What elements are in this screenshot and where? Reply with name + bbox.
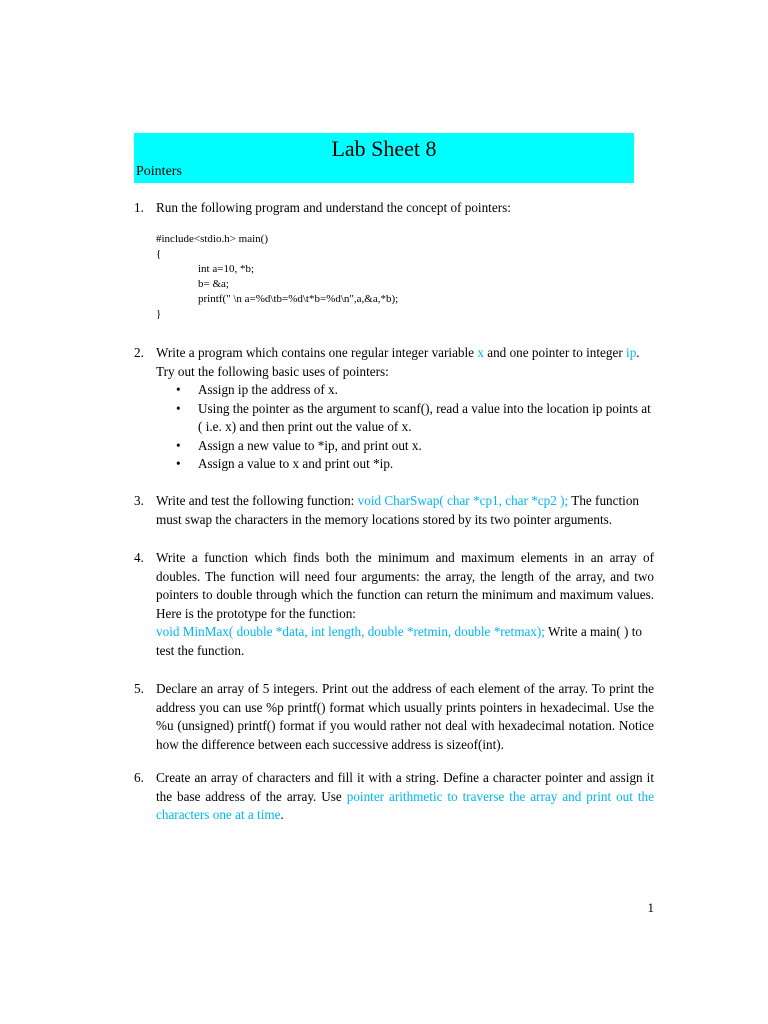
question-number: 3. xyxy=(134,493,144,508)
text-span: The function must swap the characters in the memory locations stored by its two pointer arguments. xyxy=(156,493,640,527)
list-item xyxy=(156,381,654,400)
text-span: . Try out the following basic uses of pointers: xyxy=(156,345,640,379)
list-item xyxy=(156,455,654,474)
bullet-icon: • xyxy=(176,400,181,416)
question-2 xyxy=(134,344,654,474)
code-line: b= &a; xyxy=(198,277,229,290)
bullet-icon: • xyxy=(176,382,181,397)
code-line: } xyxy=(156,307,162,320)
page-subtitle: Pointers xyxy=(136,164,182,179)
question-text xyxy=(156,344,654,381)
code-line: #include<stdio.h> main() xyxy=(156,232,268,245)
bullet-list xyxy=(156,381,654,474)
question-text xyxy=(156,623,654,660)
text-span: Write a program which contains one regular integer variable xyxy=(156,345,478,360)
page-number: 1 xyxy=(647,900,654,915)
text-span: Create an array of characters and fill it with a string. Define a character pointer and assign it the base address of the array. Use xyxy=(156,770,654,804)
code-line: int a=10, *b; xyxy=(198,262,255,275)
highlight-text: pointer arithmetic to traverse the array and print out the characters one at a time xyxy=(156,788,654,822)
question-text: Declare an array of 5 integers. Print out the address of each element of the array. To print the address you can use %p printf() format which usually prints pointers in hexadecimal. Use the %u (unsigned) printf() format if you would rather not deal with hexadecimal notation. Notice how the difference between each successive address is sizeof(int). xyxy=(156,681,654,752)
text-span: Write a main( ) to test the function. xyxy=(156,624,642,658)
page-title: Lab Sheet 8 xyxy=(331,136,437,161)
lab-sheet-header xyxy=(134,133,634,183)
question-number: 4. xyxy=(134,550,144,565)
code-block xyxy=(156,232,654,322)
list-item xyxy=(156,400,654,437)
question-number: 2. xyxy=(134,345,144,360)
question-number: 1. xyxy=(134,200,144,215)
list-item xyxy=(156,437,654,456)
highlight-text: void MinMax( double *data, int length, double *retmin, double *retmax); xyxy=(156,624,545,639)
code-line: { xyxy=(156,247,162,260)
question-number: 5. xyxy=(134,681,144,696)
question-6 xyxy=(134,769,654,825)
code-line: printf(" \n a=%d\tb=%d\t*b=%d\n",a,&a,*b); xyxy=(198,292,399,305)
question-text: Write a function which finds both the minimum and maximum elements in an array of doubles. The function will need four arguments: the array, the length of the array, and two pointers to double through which the function can return the minimum and maximum values. Here is the prototype for the function: xyxy=(156,550,654,621)
question-4 xyxy=(134,549,654,660)
bullet-icon: • xyxy=(176,437,181,453)
highlight-text: x xyxy=(477,345,484,360)
bullet-icon: • xyxy=(176,456,181,471)
text-span: and one pointer to integer xyxy=(483,345,627,360)
highlight-text: void CharSwap( char *cp1, char *cp2 ); xyxy=(357,493,569,508)
highlight-text: ip xyxy=(626,345,637,360)
list-item-text: Assign a new value to *ip, and print out x. xyxy=(198,437,422,453)
question-text: Run the following program and understand the concept of pointers: xyxy=(156,200,511,215)
question-number: 6. xyxy=(134,770,144,785)
question-text xyxy=(156,492,654,529)
question-text xyxy=(156,769,654,825)
text-span: . xyxy=(280,807,284,822)
question-5 xyxy=(134,680,654,754)
list-item-text: Assign ip the address of x. xyxy=(198,382,338,397)
list-item-text: Assign a value to x and print out *ip. xyxy=(198,456,394,471)
list-item-text: Using the pointer as the argument to scanf(), read a value into the location ip points at ( i.e. x) and then print out the value of x. xyxy=(198,400,651,434)
question-1 xyxy=(134,199,654,322)
question-3 xyxy=(134,492,654,529)
text-span: Write and test the following function: xyxy=(156,493,358,508)
